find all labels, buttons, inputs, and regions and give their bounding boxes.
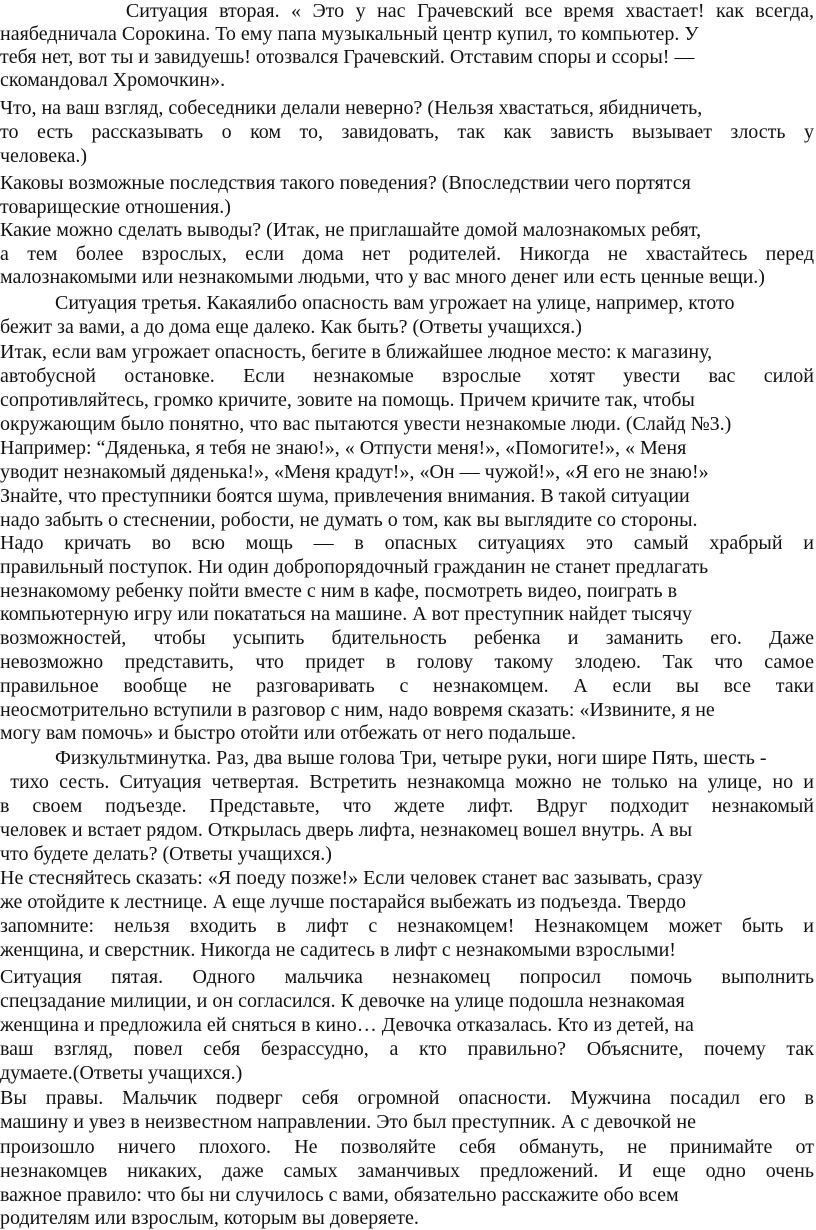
text-line: думаете.(Ответы учащихся.) [0, 1062, 243, 1084]
text-line: возможностей, чтобы усыпить бдительность ребенка и заманить его. Даже [0, 627, 814, 649]
text-line: малознакомыми или незнакомыми людьми, что у вас много денег или есть ценные вещи.) [0, 266, 765, 288]
text-line: Что, на ваш взгляд, собеседники делали неверно? (Нельзя хвастаться, ябидничеть, [0, 97, 703, 119]
text-line: тебя нет, вот ты и завидуешь! отозвался Грачевский. Отставим споры и ссоры! — [0, 46, 695, 68]
text-line: же отойдите к лестнице. А еще лучше постарайся выбежать из подъезда. Твердо [0, 891, 687, 913]
text-line: компьютерную игру или покататься на машине. А вот преступник найдет тысячу [0, 603, 693, 625]
text-line: Итак, если вам угрожает опасность, бегите в ближайшее людное место: к магазину, [0, 341, 713, 363]
text-line: неосмотрительно вступили в разговор с ним, надо вовремя сказать: «Извините, я не [0, 699, 715, 721]
text-line: скомандовал Хромочкин». [0, 69, 226, 91]
text-line: Какие можно сделать выводы? (Итак, не приглашайте домой малознакомых ребят, [0, 219, 702, 241]
text-line: надо забыть о стеснении, робости, не думать о том, как вы выглядите со стороны. [0, 509, 698, 531]
text-line: автобусной остановке. Если незнакомые взрослые хотят увести вас силой [0, 365, 814, 387]
text-line: окружающим было понятно, что вас пытаются увести незнакомые люди. (Слайд №3.) [0, 413, 732, 435]
text-line: Каковы возможные последствия такого поведения? (Впоследствии чего портятся [0, 172, 691, 194]
text-line: женщина и предложила ей сняться в кино… Девочка отказалась. Кто из детей, на [0, 1014, 694, 1036]
text-line: родителям или взрослым, которым вы доверяете. [0, 1207, 419, 1229]
text-line: спецзадание милиции, и он согласился. К девочке на улице подошла незнакомая [0, 990, 685, 1012]
text-line: машину и увез в неизвестном направлении. Это был преступник. А с девочкой не [0, 1111, 696, 1133]
text-line: бежит за вами, а до дома еще далеко. Как быть? (Ответы учащихся.) [0, 316, 582, 338]
text-line: Ситуация вторая. « Это у нас Грачевский все время хвастает! как всегда, [0, 0, 814, 22]
text-line: важное правило: что бы ни случилось с вами, обязательно расскажите обо всем [0, 1184, 679, 1206]
text-line: Знайте, что преступники боятся шума, привлечения внимания. В такой ситуации [0, 485, 690, 507]
text-line: в своем подъезде. Представьте, что ждете лифт. Вдруг подходит незнакомый [0, 795, 814, 817]
text-line: человека.) [0, 145, 88, 167]
text-line: человек и встает рядом. Открылась дверь лифта, незнакомец вошел внутрь. А вы [0, 819, 693, 841]
text-line: правильное вообще не разговаривать с незнакомцем. А если вы все таки [0, 675, 814, 697]
text-line: наябедничала Сорокина. То ему папа музыкальный центр купил, то компьютер. У [0, 23, 699, 45]
text-line: Физкультминутка. Раз, два выше голова Три, четыре руки, ноги шире Пять, шесть - [0, 747, 767, 769]
text-line: Надо кричать во всю мощь — в опасных ситуациях это самый храбрый и [0, 532, 814, 554]
text-line: товарищеские отношения.) [0, 196, 231, 218]
text-line: Не стесняйтесь сказать: «Я поеду позже!» Если человек станет вас зазывать, сразу [0, 867, 703, 889]
text-line: то есть рассказывать о ком то, завидовать, так как зависть вызывает злость у [0, 121, 814, 143]
text-line: невозможно представить, что придет в голову такому злодею. Так что самое [0, 651, 814, 673]
text-line: Ситуация третья. Какаялибо опасность вам угрожает на улице, например, ктото [0, 292, 735, 314]
text-line: произошло ничего плохого. Не позволяйте себя обмануть, не принимайте от [0, 1136, 814, 1158]
text-line: ваш взгляд, повел себя безрассудно, а кто правильно? Объясните, почему так [0, 1038, 814, 1060]
text-line: запомните: нельзя входить в лифт с незнакомцем! Незнакомцем может быть и [0, 915, 814, 937]
text-line: а тем более взрослых, если дома нет родителей. Никогда не хвастайтесь перед [0, 243, 814, 265]
text-line: Ситуация пятая. Одного мальчика незнакомец попросил помочь выполнить [0, 966, 814, 988]
text-line: могу вам помочь» и быстро отойти или отбежать от него подальше. [0, 722, 576, 744]
text-line: незнакомцев никаких, даже самых заманчивых предложений. И еще одно очень [0, 1160, 814, 1182]
text-line: Например: “Дяденька, я тебя не знаю!», « Отпусти меня!», «Помогите!», « Меня [0, 437, 687, 459]
text-line: что будете делать? (Ответы учащихся.) [0, 843, 332, 865]
text-line: правильный поступок. Ни один добропорядочный гражданин не станет предлагать [0, 556, 709, 578]
text-line: женщина, и сверстник. Никогда не садитесь в лифт с незнакомыми взрослыми! [0, 939, 676, 961]
text-line: незнакомому ребенку пойти вместе с ним в кафе, посмотреть видео, поиграть в [0, 580, 678, 602]
text-line: тихо сесть. Ситуация четвертая. Встретить незнакомца можно не только на улице, но и [0, 771, 814, 793]
text-line: уводит незнакомый дяденька!», «Меня крадут!», «Он — чужой!», «Я его не знаю!» [0, 461, 709, 483]
text-line: Вы правы. Мальчик подверг себя огромной опасности. Мужчина посадил его в [0, 1087, 814, 1109]
text-line: сопротивляйтесь, громко кричите, зовите на помощь. Причем кричите так, чтобы [0, 389, 695, 411]
